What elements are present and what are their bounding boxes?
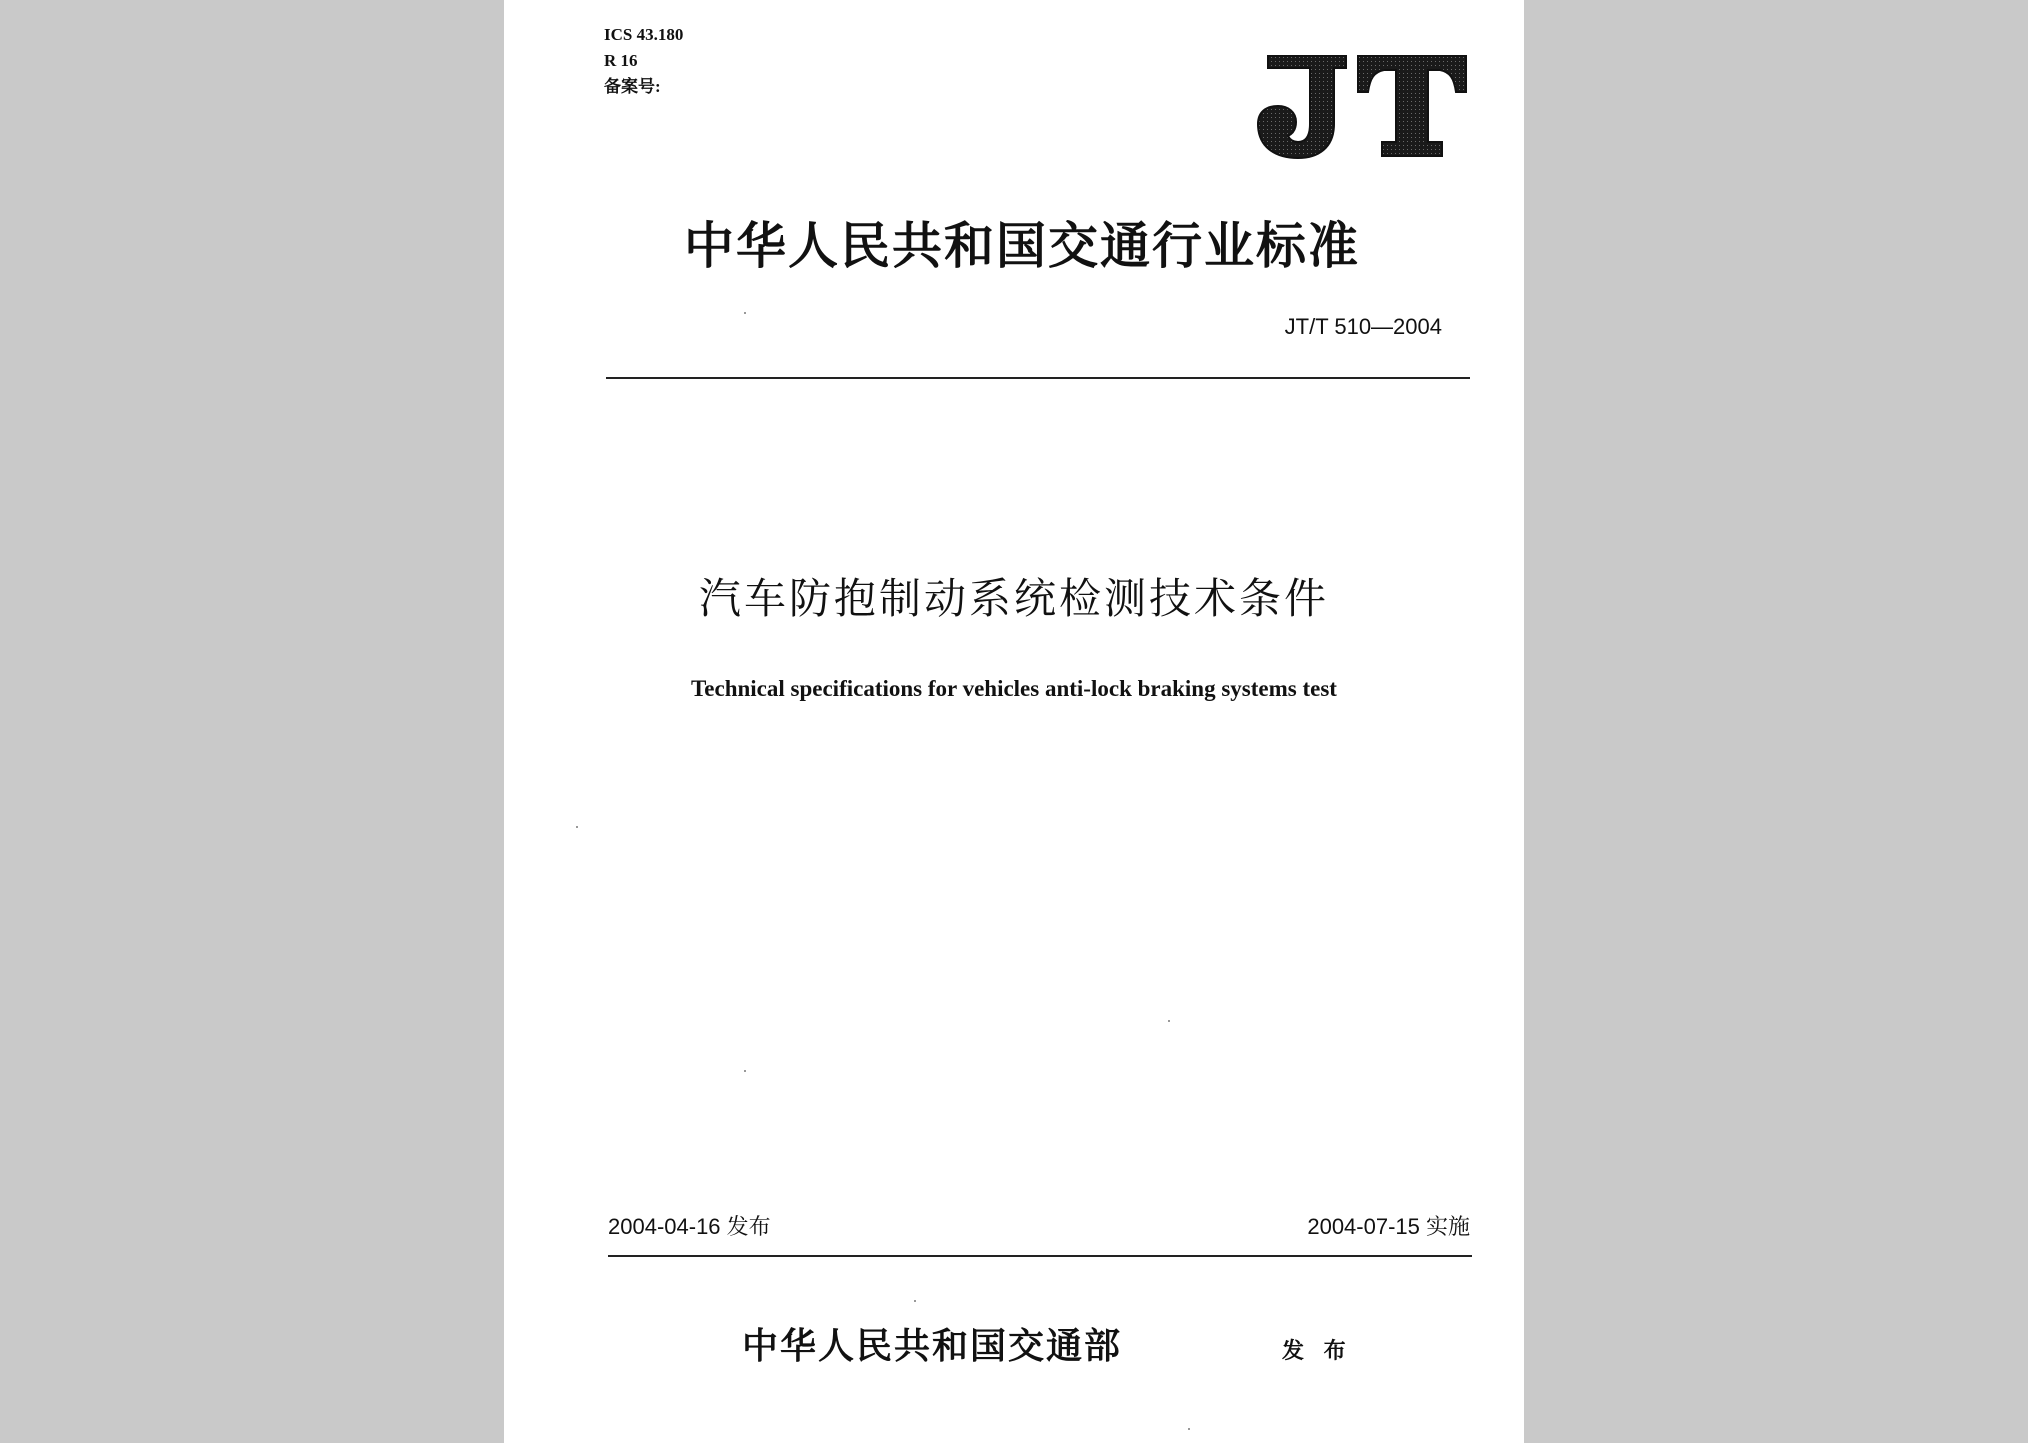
implementation-date: 2004-07-15 实施 xyxy=(1307,1214,1470,1239)
jt-logo xyxy=(1254,52,1470,160)
scan-speck xyxy=(744,312,746,314)
publisher-name: 中华人民共和国交通部 xyxy=(742,1325,1123,1367)
scan-speck xyxy=(914,1300,916,1302)
scan-speck xyxy=(1168,1020,1170,1022)
record-number-label: 备案号: xyxy=(604,77,661,96)
title-english: Technical specifications for vehicles anti-lock braking systems test xyxy=(691,676,1337,701)
scan-speck xyxy=(744,1070,746,1072)
document-page xyxy=(504,0,1524,1443)
classification-code: R 16 xyxy=(604,51,638,70)
scan-speck xyxy=(1188,1428,1190,1430)
header-divider xyxy=(606,377,1470,379)
title-chinese: 汽车防抱制动系统检测技术条件 xyxy=(698,574,1329,623)
jt-logo-text: JT xyxy=(1254,52,1256,53)
standard-heading: 中华人民共和国交通行业标准 xyxy=(684,216,1360,275)
scan-speck xyxy=(576,826,578,828)
footer-divider xyxy=(608,1255,1472,1257)
issue-date: 2004-04-16 发布 xyxy=(608,1214,771,1239)
ics-code: ICS 43.180 xyxy=(604,25,684,44)
standard-number: JT/T 510—2004 xyxy=(1284,314,1442,339)
publish-label: 发 布 xyxy=(1282,1338,1352,1364)
